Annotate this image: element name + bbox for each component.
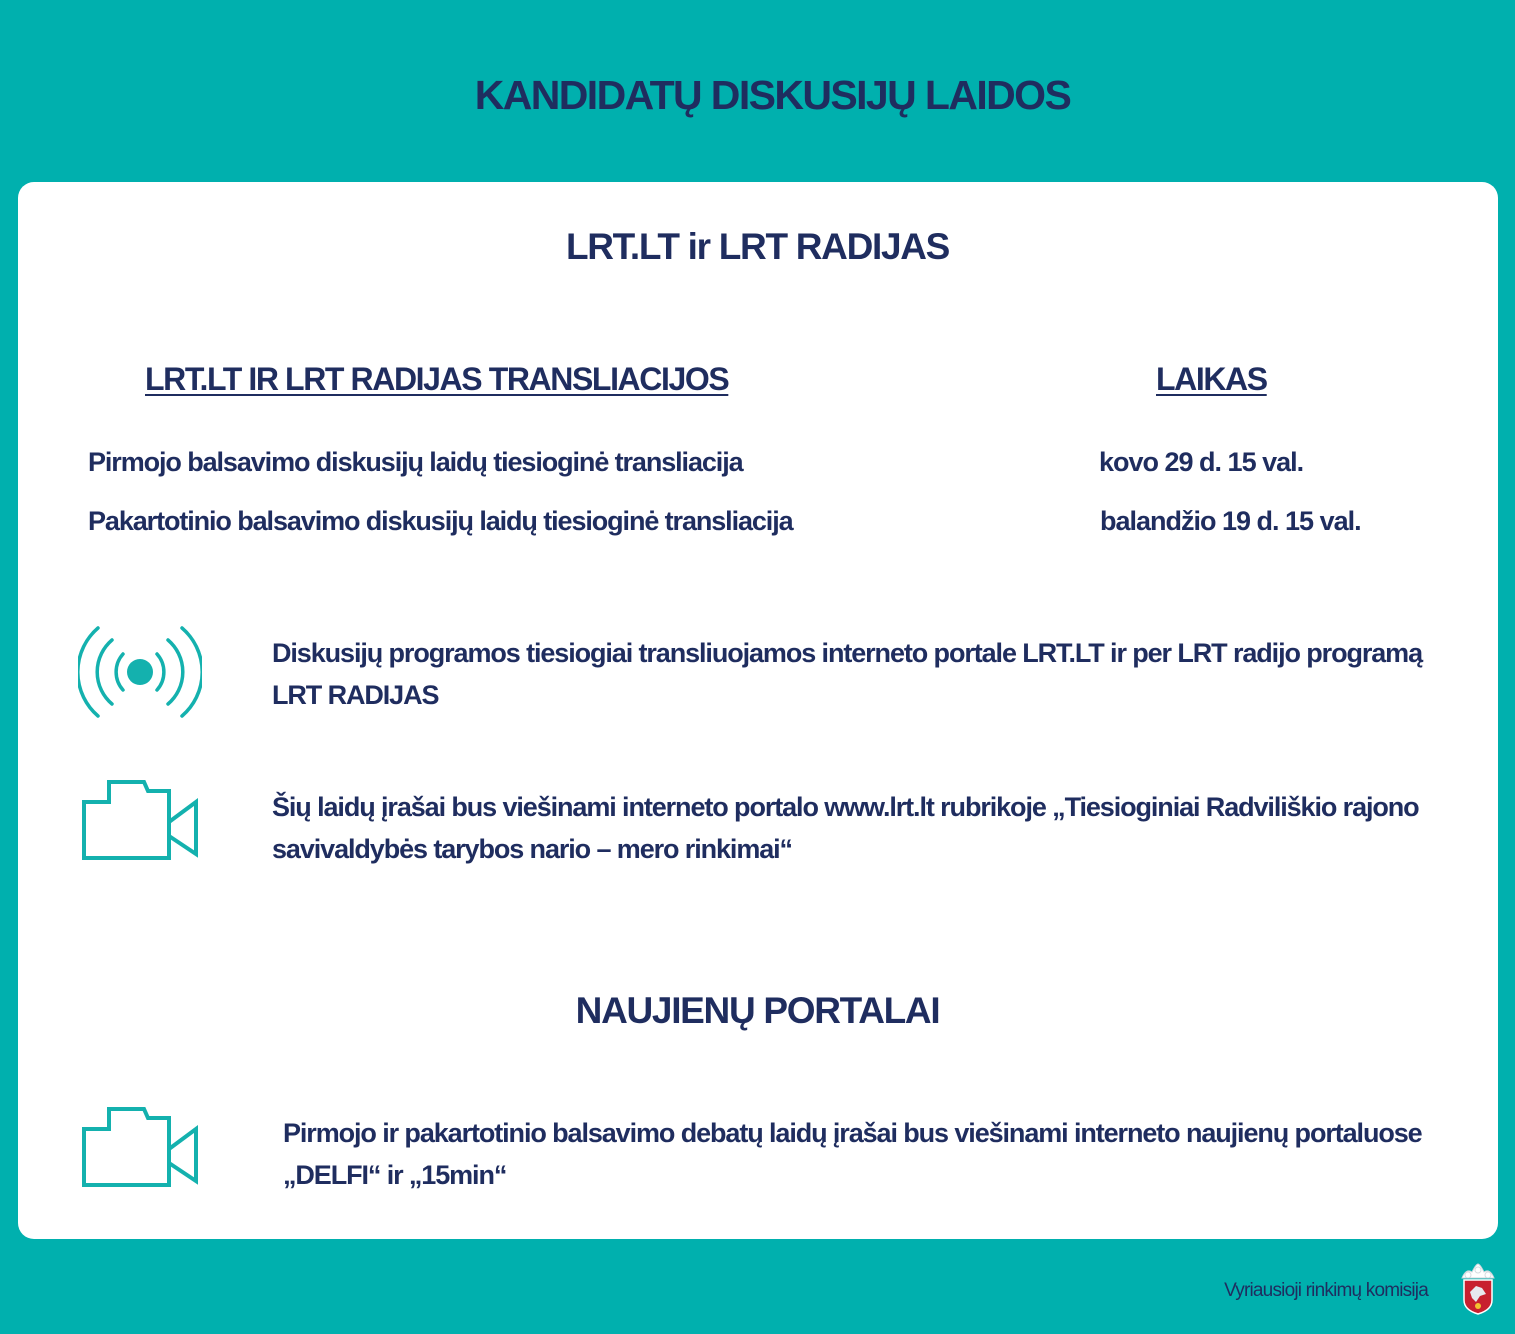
time-column-header: LAIKAS (1156, 361, 1267, 397)
news-section-title: NAUJIENŲ PORTALAI (575, 990, 940, 1031)
news-records-info: Pirmojo ir pakartotinio balsavimo debatų laidų įrašai bus viešinami interneto naujienų portaluose „DELFI“ ir „15min“ (283, 1118, 1422, 1190)
schedule-row-1-label: Pirmojo balsavimo diskusijų laidų tiesioginė transliacija (88, 447, 743, 477)
schedule-row-2-time: balandžio 19 d. 15 val. (1100, 506, 1361, 536)
broadcasts-column-header: LRT.LT IR LRT RADIJAS TRANSLIACIJOS (145, 361, 729, 397)
schedule-row-2-label: Pakartotinio balsavimo diskusijų laidų tiesioginė transliacija (88, 506, 793, 536)
footer-organization: Vyriausioji rinkimų komisija (1224, 1280, 1428, 1301)
schedule-row-1-time: kovo 29 d. 15 val. (1099, 447, 1304, 477)
broadcast-icon (78, 622, 202, 722)
live-broadcast-info: Diskusijų programos tiesiogiai transliuojamos interneto portale LRT.LT ir per LRT radijo programą LRT RADIJAS (272, 638, 1423, 710)
video-camera-icon (80, 778, 200, 862)
coat-of-arms-icon (1458, 1262, 1498, 1316)
video-camera-icon (80, 1105, 200, 1189)
lrt-records-info: Šių laidų įrašai bus viešinami interneto portalo www.lrt.lt rubrikoje „Tiesioginiai Radviliškio rajono savivaldybės tarybos nario – mero rinkimai“ (272, 792, 1419, 864)
page-title: KANDIDATŲ DISKUSIJŲ LAIDOS (474, 72, 1071, 118)
lrt-section-title: LRT.LT ir LRT RADIJAS (565, 226, 950, 267)
